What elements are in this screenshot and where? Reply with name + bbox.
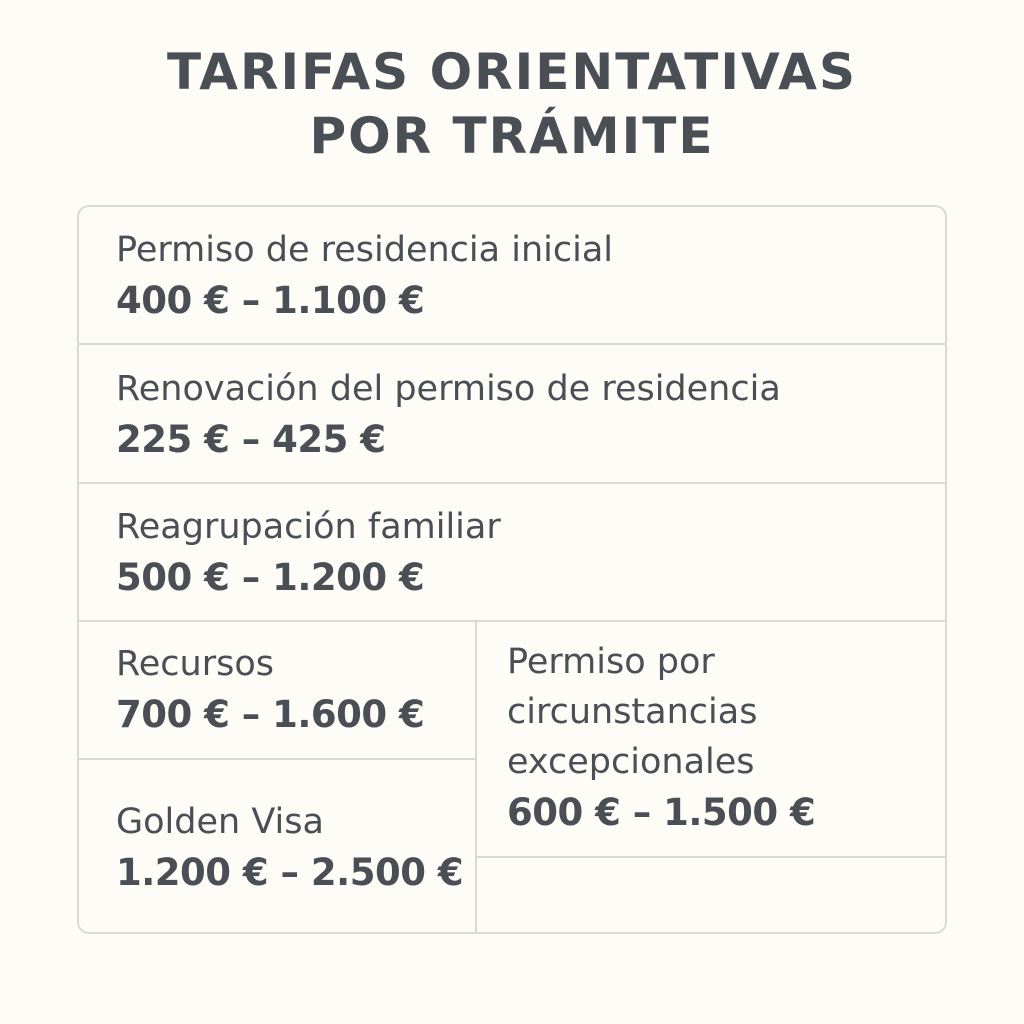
column-divider [475, 620, 477, 932]
fee-label: Recursos [116, 644, 274, 684]
fee-row-renovacion [116, 364, 781, 466]
title-line-2: POR TRÁMITE [309, 107, 715, 165]
row-divider [79, 482, 945, 484]
fee-price: 500 € – 1.200 € [116, 556, 425, 599]
fee-price: 700 € – 1.600 € [116, 693, 425, 736]
fees-table [77, 205, 947, 934]
row-divider [79, 343, 945, 345]
page-title [0, 40, 1024, 168]
row-divider [79, 758, 476, 760]
fee-label-line: excepcionales [507, 742, 755, 782]
fee-label: Golden Visa [116, 802, 324, 842]
fee-price: 600 € – 1.500 € [507, 791, 816, 834]
fee-price: 225 € – 425 € [116, 418, 386, 461]
row-divider [476, 856, 945, 858]
fee-label-line: Permiso por [507, 642, 715, 682]
fee-row-golden-visa [116, 797, 463, 899]
fee-row-residencia-inicial [116, 225, 613, 327]
fee-row-circunstancias-excepcionales [507, 637, 815, 839]
fee-label: Permiso de residencia inicial [116, 230, 613, 270]
fee-price: 1.200 € – 2.500 € [116, 851, 464, 894]
title-line-1: TARIFAS ORIENTATIVAS [167, 43, 857, 101]
fee-label: Renovación del permiso de residencia [116, 369, 781, 409]
row-divider [79, 620, 945, 622]
fee-label-line: circunstancias [507, 692, 758, 732]
fee-row-reagrupacion [116, 502, 501, 604]
fee-label: Reagrupación familiar [116, 507, 501, 547]
fee-price: 400 € – 1.100 € [116, 279, 425, 322]
fee-row-recursos [116, 639, 424, 741]
